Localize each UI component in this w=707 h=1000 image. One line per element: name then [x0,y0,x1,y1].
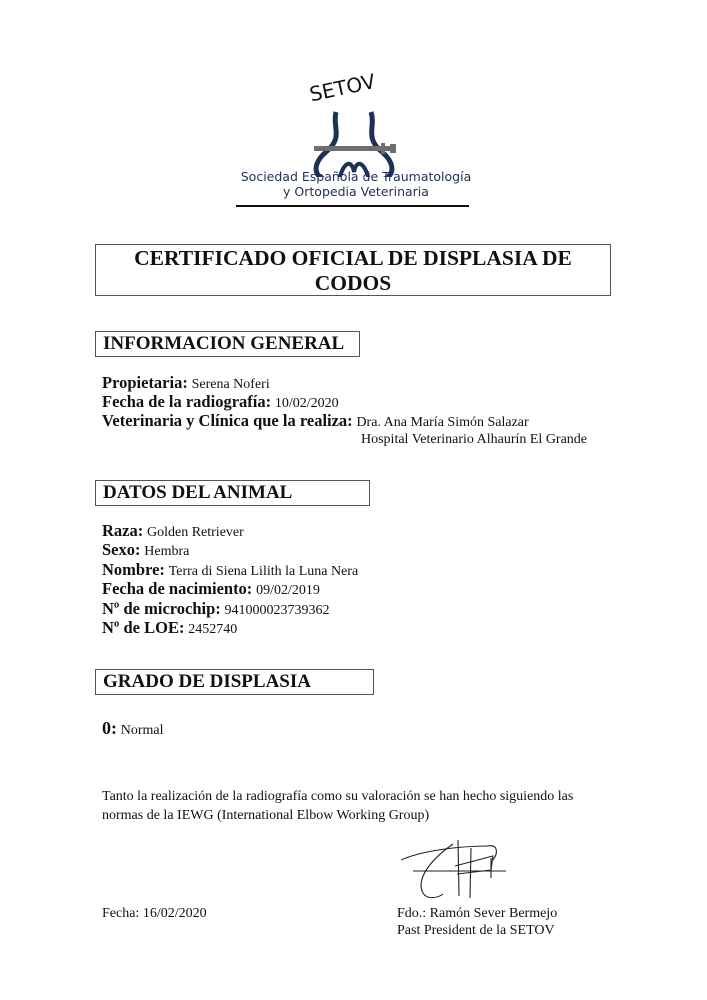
setov-logo [236,52,476,212]
birth-label: Fecha de nacimiento: [102,579,253,598]
logo-acronym: SETOV [307,69,378,107]
chip-value: 941000023739362 [224,603,330,618]
birth-row [102,580,320,600]
xray-date-row [102,393,339,413]
signed-by: Fdo.: Ramón Sever Bermejo [397,906,558,921]
note-line1: Tanto la realización de la radiografía como su valoración se han hecho siguiendo las [102,789,574,804]
note-line2: normas de la IEWG (International Elbow Working Group) [102,808,430,823]
setov-emblem-icon [236,52,476,177]
breed-row [102,522,244,542]
grade-row [102,719,164,740]
vet-label: Veterinaria y Clínica que la realiza: [102,411,353,430]
breed-value: Golden Retriever [146,525,244,540]
vet-row [102,412,529,432]
clinic-value: Hospital Veterinario Alhaurín El Grande [361,432,588,447]
section-heading-grade: GRADO DE DISPLASIA [95,669,374,695]
iewg-note [102,787,602,825]
birth-value: 09/02/2019 [256,583,320,598]
chip-row [102,600,330,620]
xray-date-value: 10/02/2020 [274,396,339,411]
loe-value: 2452740 [188,622,238,637]
chip-label: Nº de microchip: [102,599,221,618]
sex-label: Sexo: [102,540,141,559]
title-line2: CODOS [314,271,392,295]
section-heading-general: INFORMACION GENERAL [95,331,360,357]
signer-role: Past President de la SETOV [397,923,555,938]
name-row [102,561,358,581]
xray-date-label: Fecha de la radiografía: [102,392,272,411]
name-value: Terra di Siena Lilith la Luna Nera [168,564,359,579]
sex-row [102,541,189,561]
owner-row [102,374,270,394]
owner-label: Propietaria: [102,373,188,392]
title-line1: CERTIFICADO OFICIAL DE DISPLASIA DE [134,246,572,270]
loe-row [102,619,237,639]
logo-name-line1: Sociedad Española de Traumatología [240,169,472,184]
logo-divider [236,205,469,207]
signature-icon [393,838,523,903]
sex-value: Hembra [144,544,190,559]
logo-name-line2: y Ortopedia Veterinaria [283,184,429,199]
name-label: Nombre: [102,560,165,579]
loe-label: Nº de LOE: [102,618,185,637]
owner-value: Serena Noferi [191,377,270,392]
certificate-date: Fecha: 16/02/2020 [102,906,207,921]
breed-label: Raza: [102,521,144,540]
grade-value: Normal [120,723,164,738]
grade-label: 0: [102,718,117,738]
vet-value: Dra. Ana María Simón Salazar [356,415,529,430]
section-heading-animal: DATOS DEL ANIMAL [95,480,370,506]
certificate-title [95,244,611,296]
